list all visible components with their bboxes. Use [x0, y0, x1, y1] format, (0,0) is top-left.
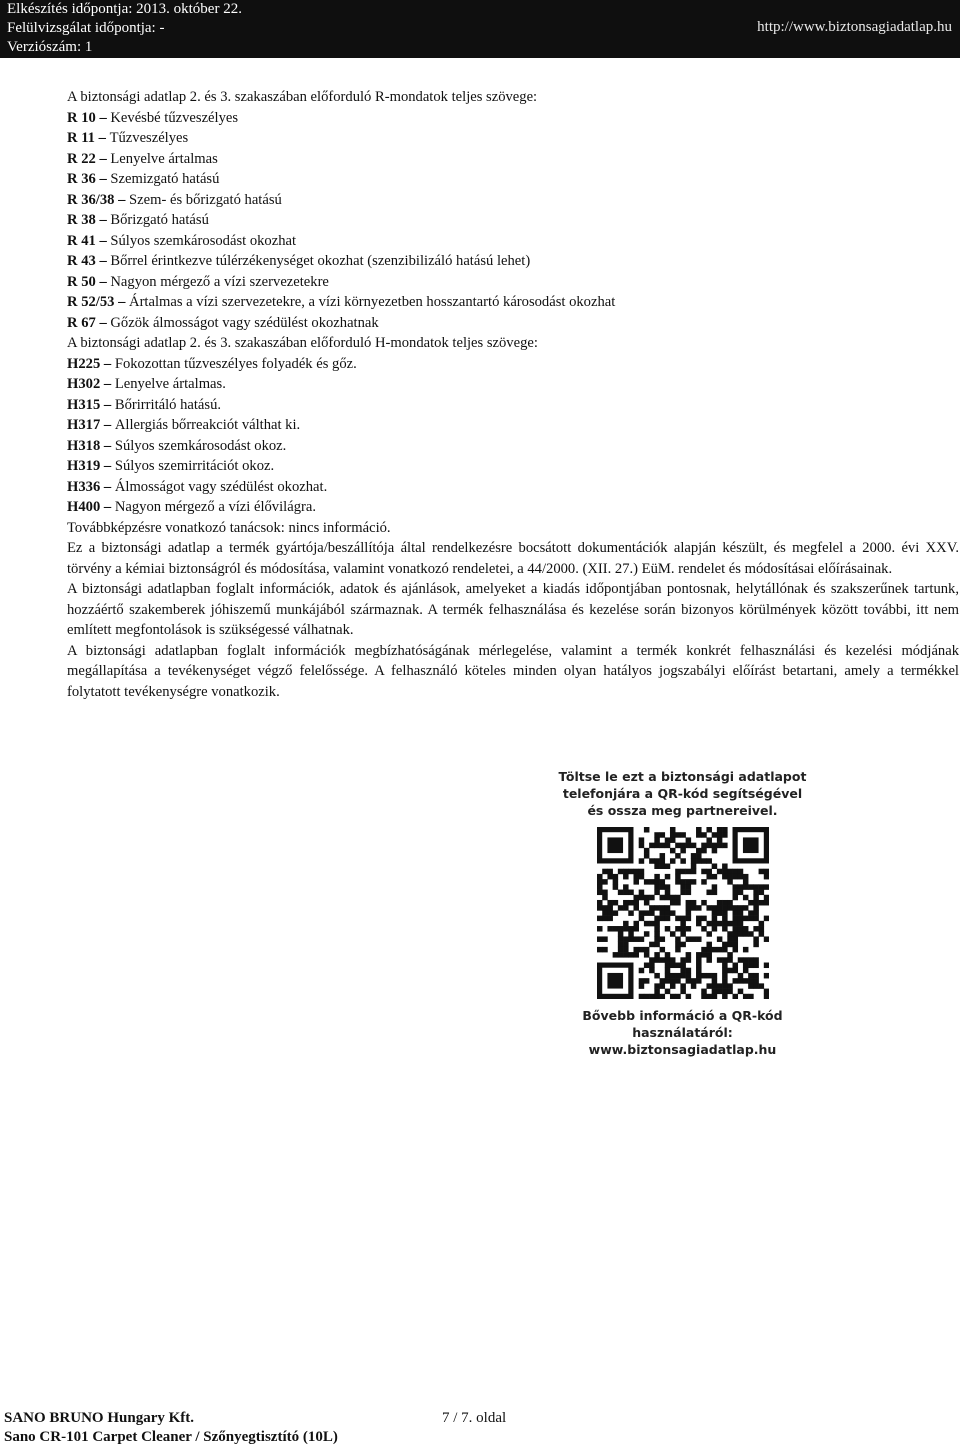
h-phrase-row-text: Súlyos szemirritációt okoz.	[114, 458, 275, 474]
h-phrase-row: H400 – Nagyon mérgező a vízi élővilágra.	[67, 499, 316, 515]
qr-code-image	[597, 827, 769, 999]
page-footer	[0, 1400, 960, 1447]
h-phrase-row: H318 – Súlyos szemkárosodást okoz.	[67, 437, 287, 454]
h-phrase-row-text: Allergiás bőrreakciót válthat ki.	[114, 417, 301, 433]
r-phrase-row: R 67 – Gőzök álmosságot vagy szédülést okozhatnak	[67, 314, 379, 331]
r-phrase-row-code: R 41	[67, 232, 96, 249]
r-phrase-row: R 38 – Bőrizgató hatású	[67, 212, 209, 228]
h-phrase-row: H336 – Álmosságot vagy szédülést okozhat.	[67, 478, 328, 495]
r-phrase-row-text: Tűzveszélyes	[109, 130, 189, 146]
r-phrase-row-code: R 22	[67, 150, 96, 167]
r-phrases-intro: A biztonsági adatlap 2. és 3. szakaszában előforduló R-mondatok teljes szövege:	[67, 89, 538, 105]
h-phrase-row-code: H336	[67, 478, 101, 495]
r-phrase-row-text: Bőrrel érintkezve túlérzékenységet okozhat (szenzibilizáló hatású lehet)	[110, 253, 531, 269]
h-phrase-row-code: H225	[67, 355, 101, 372]
h-phrases-intro: A biztonsági adatlap 2. és 3. szakaszában előforduló H-mondatok teljes szövege:	[67, 335, 538, 351]
product-name: Sano CR-101 Carpet Cleaner / Szőnyegtisztító (10L)	[4, 1429, 338, 1445]
h-phrase-row-code: H315	[67, 396, 101, 413]
r-phrase-row: R 36 – Szemizgató hatású	[67, 171, 220, 187]
r-phrase-row-code: R 50	[67, 273, 96, 290]
h-phrase-row: H319 – Súlyos szemirritációt okoz.	[67, 458, 275, 474]
r-phrase-row: R 36/38 – Szem- és bőrizgató hatású	[67, 191, 282, 208]
r-phrase-row-code: R 43	[67, 253, 96, 269]
r-phrase-row: R 10 – Kevésbé tűzveszélyes	[67, 109, 239, 126]
h-phrase-row: H302 – Lenyelve ártalmas.	[67, 376, 226, 392]
h-phrases-list	[67, 354, 959, 518]
r-phrase-row-text: Súlyos szemkárosodást okozhat	[110, 232, 297, 249]
r-phrase-row-code: R 36	[67, 171, 96, 187]
qr-caption-bottom: Bővebb információ a QR-kód használatáról: www.biztonsagiadatlap.hu	[582, 1008, 783, 1057]
r-phrase-row: R 50 – Nagyon mérgező a vízi szervezetekre	[67, 273, 329, 290]
disclaimer-paragraph: A biztonsági adatlapban foglalt információk, adatok és ajánlások, amelyeket a kiadás időpontjában pontosnak, helytállónak és szakszerűnek tartunk, hozzáértő szakemberek jóhiszemű munkájából származnak. A termék felhasználása és kezelése során bizonyos körülmények között további, itt nem említett megfontolások is szükségessé válhatnak.	[67, 581, 959, 638]
r-phrase-row-code: R 52/53	[67, 294, 115, 310]
h-phrase-row: H315 – Bőrirritáló hatású.	[67, 396, 222, 413]
r-phrase-row: R 41 – Súlyos szemkárosodást okozhat	[67, 232, 297, 249]
website-link[interactable]: http://www.biztonsagiadatlap.hu	[757, 19, 952, 35]
r-phrase-row-text: Bőrizgató hatású	[110, 212, 209, 228]
r-phrase-row-text: Kevésbé tűzveszélyes	[110, 109, 239, 126]
r-phrase-row-code: R 67	[67, 314, 96, 331]
h-phrase-row-text: Nagyon mérgező a vízi élővilágra.	[114, 499, 316, 515]
h-phrase-row-text: Fokozottan tűzveszélyes folyadék és gőz.	[114, 355, 357, 372]
h-phrase-row-code: H317	[67, 417, 101, 433]
r-phrase-row-code: R 10	[67, 109, 96, 126]
page-number: 7 / 7. oldal	[442, 1410, 507, 1426]
r-phrase-row-text: Szemizgató hatású	[110, 171, 220, 187]
h-phrase-row-code: H400	[67, 499, 101, 515]
document-body	[67, 87, 959, 702]
r-phrase-row-text: Nagyon mérgező a vízi szervezetekre	[110, 273, 329, 290]
h-phrase-row-text: Álmosságot vagy szédülést okozhat.	[114, 478, 328, 495]
qr-caption-top: Töltse le ezt a biztonsági adatlapot telefonjára a QR-kód segítségével és ossza meg partnereivel.	[558, 769, 807, 818]
r-phrase-row-text: Ártalmas a vízi szervezetekre, a vízi környezetben hosszantartó károsodást okozhat	[129, 294, 616, 310]
r-phrase-row-code: R 11	[67, 130, 95, 146]
r-phrase-row-text: Gőzök álmosságot vagy szédülést okozhatnak	[110, 314, 379, 331]
legal-paragraph: Ez a biztonsági adatlap a termék gyártója/beszállítója által rendelkezésre bocsátott dokumentációk alapján készült, és megfelel a 2000. évi XXV. törvény a kémiai biztonságról és módosítása, valamint vonatkozó rendeletei, a 44/2000. (XII. 27.) EüM. rendelet és módosításai előírásainak.	[67, 540, 959, 577]
r-phrase-row: R 22 – Lenyelve ártalmas	[67, 150, 218, 167]
r-phrase-row-code: R 38	[67, 212, 96, 228]
page-header	[0, 0, 960, 58]
h-phrase-row: H225 – Fokozottan tűzveszélyes folyadék és gőz.	[67, 355, 357, 372]
r-phrase-row: R 43 – Bőrrel érintkezve túlérzékenységet okozhat (szenzibilizáló hatású lehet)	[67, 253, 531, 269]
r-phrases-list	[67, 108, 959, 334]
r-phrase-row-code: R 36/38	[67, 191, 115, 208]
review-date: Felülvizsgálat időpontja: -	[7, 20, 165, 36]
h-phrase-row-text: Súlyos szemkárosodást okoz.	[114, 437, 287, 454]
h-phrase-row-text: Lenyelve ártalmas.	[114, 376, 226, 392]
r-phrase-row: R 52/53 – Ártalmas a vízi szervezetekre, a vízi környezetben hosszantartó károsodást okozhat	[67, 294, 616, 310]
r-phrase-row-text: Lenyelve ártalmas	[110, 150, 218, 167]
r-phrase-row-text: Szem- és bőrizgató hatású	[129, 191, 282, 208]
h-phrase-row-code: H302	[67, 376, 101, 392]
company-name: SANO BRUNO Hungary Kft.	[4, 1410, 195, 1426]
version-number: Verziószám: 1	[7, 39, 93, 55]
h-phrase-row-code: H318	[67, 437, 101, 454]
r-phrase-row: R 11 – Tűzveszélyes	[67, 130, 189, 146]
responsibility-paragraph: A biztonsági adatlapban foglalt információk megbízhatóságának mérlegelése, valamint a termék konkrét felhasználási és kezelési módjának megállapítása a tevékenységet végző felelőssége. A felhasználó köteles minden olyan hatályos jogszabályi előírást betartani, amely a termékkel folytatott tevékenységre vonatkozik.	[67, 642, 959, 700]
h-phrase-row: H317 – Allergiás bőrreakciót válthat ki.	[67, 417, 301, 433]
training-advice: Továbbképzésre vonatkozó tanácsok: nincs információ.	[67, 519, 391, 536]
h-phrase-row-code: H319	[67, 458, 101, 474]
creation-date: Elkészítés időpontja: 2013. október 22.	[7, 1, 242, 17]
qr-code-block	[555, 768, 810, 1090]
h-phrase-row-text: Bőrirritáló hatású.	[114, 396, 222, 413]
